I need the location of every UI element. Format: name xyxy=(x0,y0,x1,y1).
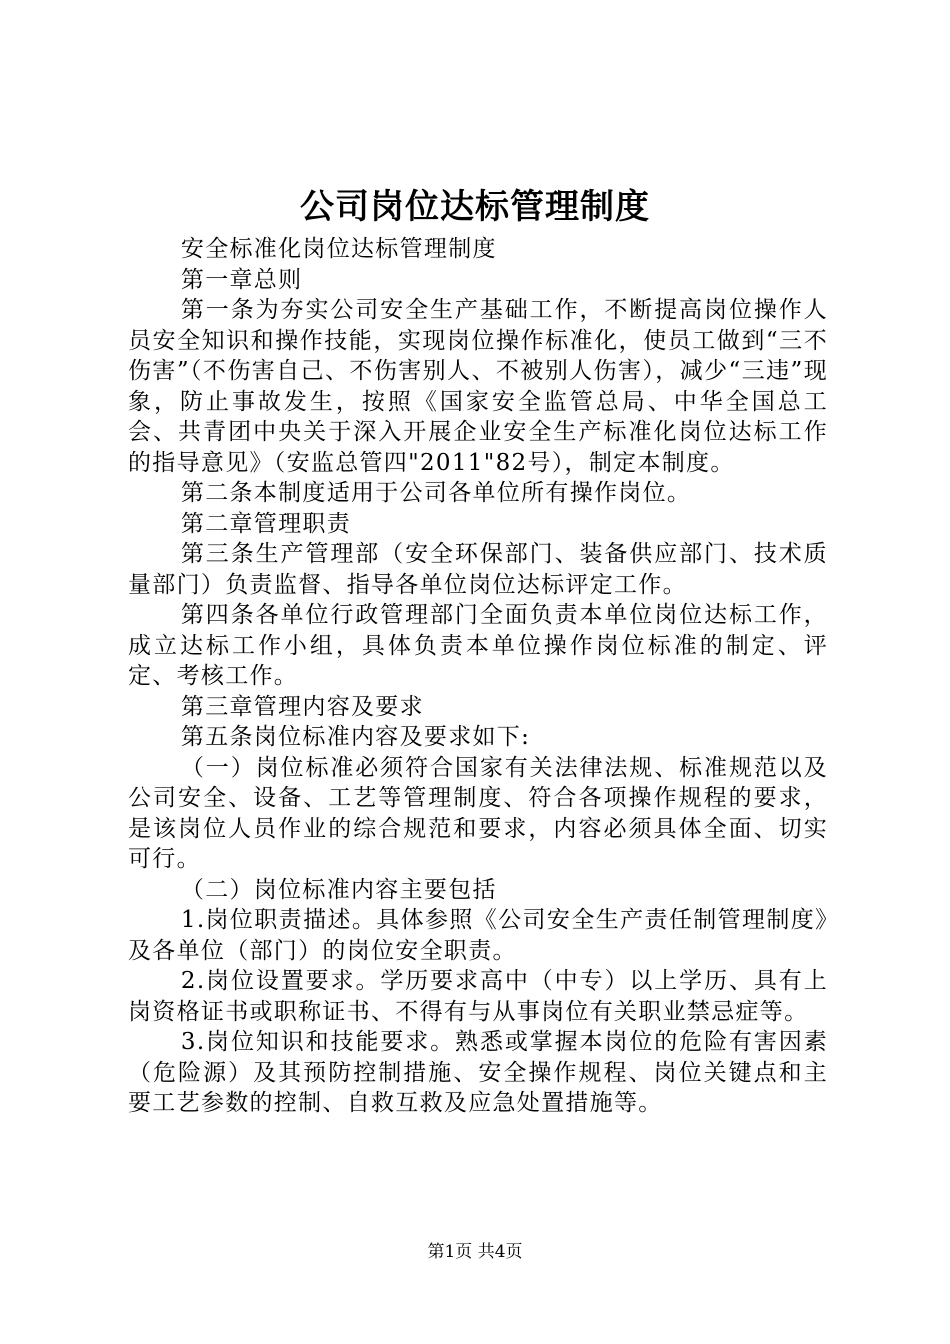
paragraph-subitem-3: 3.岗位知识和技能要求。熟悉或掌握本岗位的危险有害因素（危险源）及其预防控制措施、安全操作规程、岗位关键点和主要工艺参数的控制、自救互救及应急处置措施等。 xyxy=(128,1029,828,1116)
paragraph-article-1: 第一条为夯实公司安全生产基础工作，不断提高岗位操作人员安全知识和操作技能，实现岗位操作标准化，使员工做到“三不伤害”（不伤害自己、不伤害别人、不被别人伤害），减少“三违”现象，防止事故发生，按照《国家安全监管总局、中华全国总工会、共青团中央关于深入开展企业安全生产标准化岗位达标工作的指导意见》（安监总管四"2011"82号），制定本制度。 xyxy=(128,297,828,476)
paragraph-item-2: （二）岗位标准内容主要包括 xyxy=(180,876,497,903)
paragraph-chapter-2: 第二章管理职责 xyxy=(180,510,351,537)
paragraph-chapter-1: 第一章总则 xyxy=(180,266,303,293)
paragraph-article-5: 第五条岗位标准内容及要求如下: xyxy=(180,724,531,750)
paragraph-article-3: 第三条生产管理部（安全环保部门、装备供应部门、技术质量部门）负责监督、指导各单位岗位达标评定工作。 xyxy=(128,541,828,598)
document-body xyxy=(128,234,828,1119)
paragraph-article-4: 第四条各单位行政管理部门全面负责本单位岗位达标工作，成立达标工作小组，具体负责本单位操作岗位标准的制定、评定、考核工作。 xyxy=(128,602,828,689)
paragraph-subtitle: 安全标准化岗位达标管理制度 xyxy=(180,236,497,262)
paragraph-subitem-2: 2.岗位设置要求。学历要求高中（中专）以上学历、具有上岗资格证书或职称证书、不得有与从事岗位有关职业禁忌症等。 xyxy=(128,968,828,1025)
paragraph-article-2: 第二条本制度适用于公司各单位所有操作岗位。 xyxy=(180,480,692,506)
page-number-footer: 第1页 共4页 xyxy=(427,1242,523,1262)
paragraph-chapter-3: 第三章管理内容及要求 xyxy=(180,693,424,720)
paragraph-subitem-1: 1.岗位职责描述。具体参照《公司安全生产责任制管理制度》及各单位（部门）的岗位安全职责。 xyxy=(128,907,828,964)
document-title: 公司岗位达标管理制度 xyxy=(300,187,650,227)
paragraph-item-1: （一）岗位标准必须符合国家有关法律法规、标准规范以及公司安全、设备、工艺等管理制度、符合各项操作规程的要求，是该岗位人员作业的综合规范和要求，内容必须具体全面、切实可行。 xyxy=(128,754,828,872)
